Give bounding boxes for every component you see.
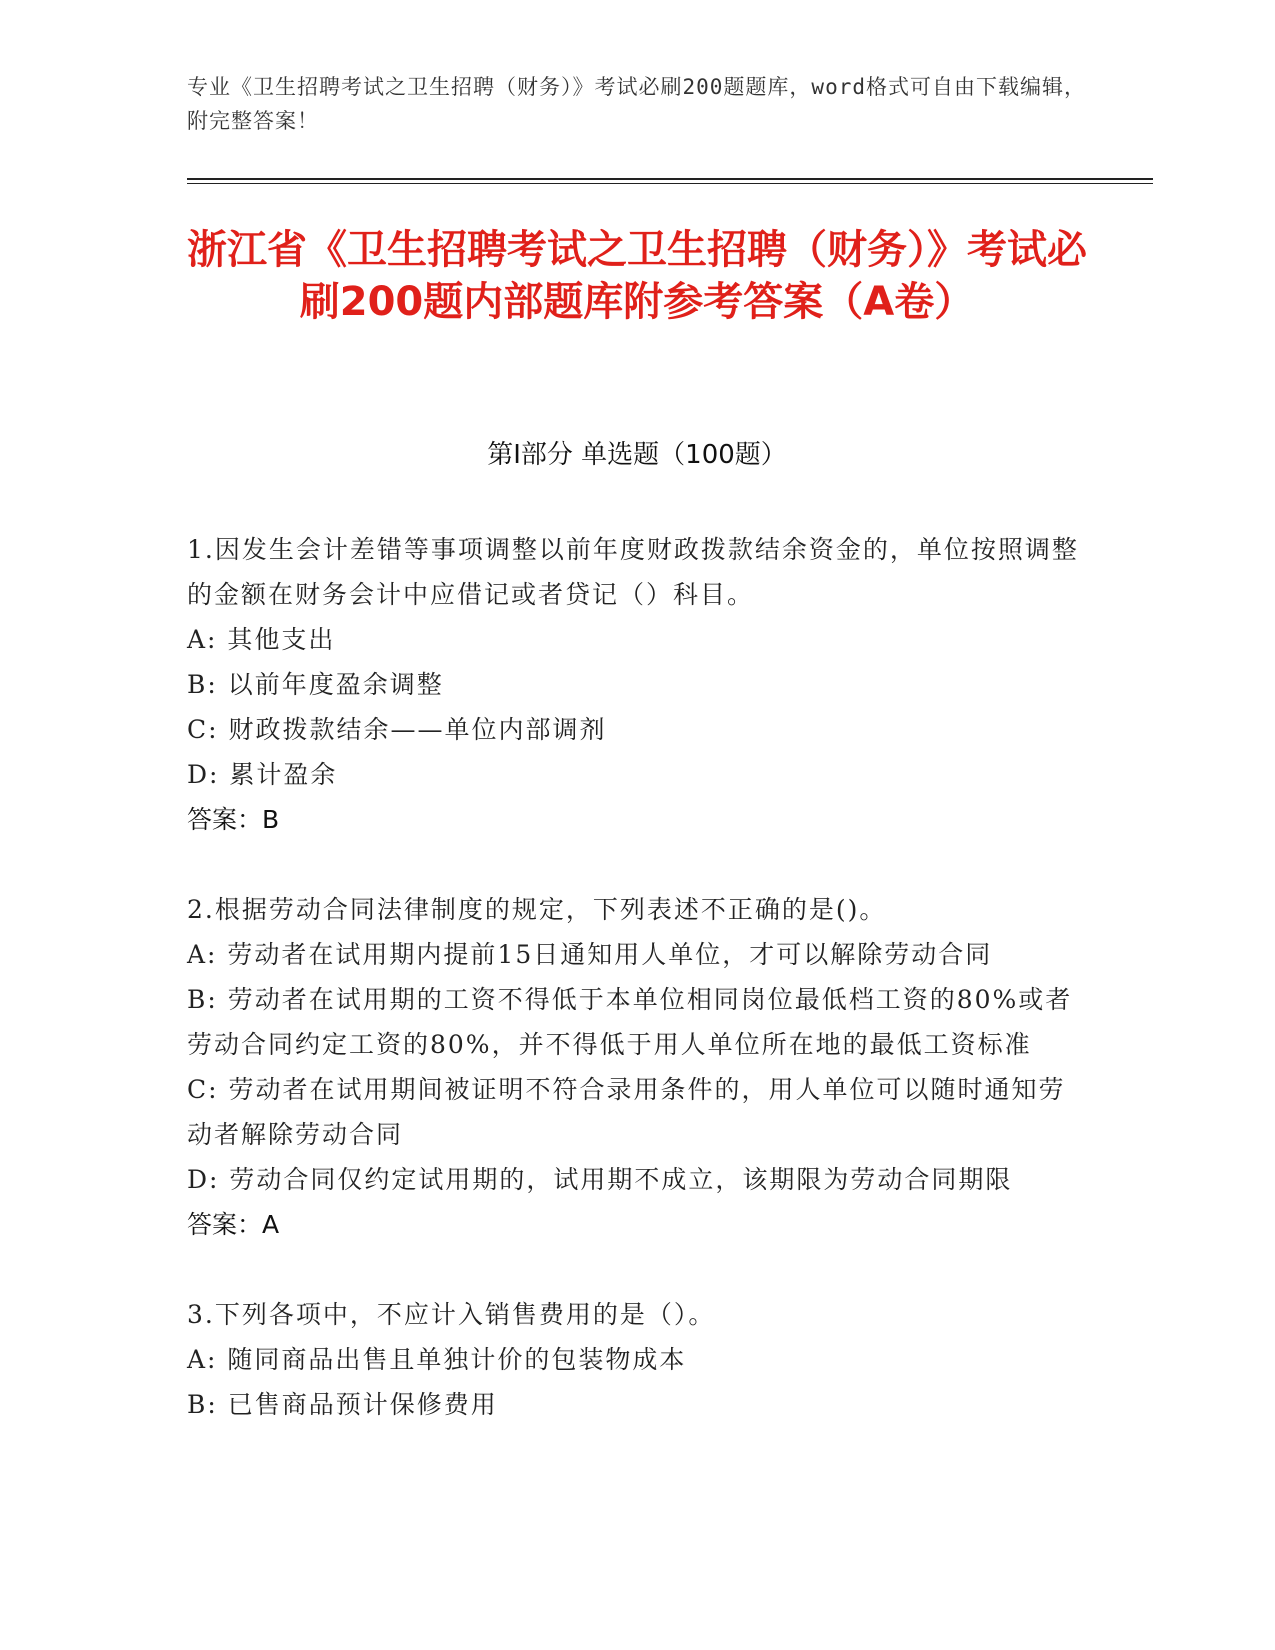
answer: 答案：A [187,1210,280,1239]
header-rule-thick [187,178,1153,180]
option-b: B: 劳动者在试用期的工资不得低于本单位相同岗位最低档工资的80%或者劳动合同约定工资的80%，并不得低于用人单位所在地的最低工资标准 [187,985,1073,1059]
option-b: B: 以前年度盈余调整 [187,670,444,699]
question-stem: 2.根据劳动合同法律制度的规定，下列表述不正确的是()。 [187,895,887,924]
question-2 [187,887,1087,1247]
header-note: 专业《卫生招聘考试之卫生招聘（财务）》考试必刷200题题库，word格式可自由下载编辑，附完整答案！ [187,75,1086,133]
question-list [187,527,1087,1472]
question-stem: 3.下列各项中，不应计入销售费用的是（）。 [187,1300,716,1329]
option-a: A: 劳动者在试用期内提前15日通知用人单位，才可以解除劳动合同 [187,940,993,969]
answer: 答案：B [187,805,280,834]
question-3 [187,1292,1087,1427]
option-b: B: 已售商品预计保修费用 [187,1390,498,1419]
option-c: C: 劳动者在试用期间被证明不符合录用条件的，用人单位可以随时通知劳动者解除劳动合同 [187,1075,1066,1149]
document-title: 浙江省《卫生招聘考试之卫生招聘（财务）》考试必刷200题内部题库附参考答案（A卷） [187,227,1087,325]
header-rule-thin [187,183,1153,184]
option-a: A: 其他支出 [187,625,336,654]
question-stem: 1.因发生会计差错等事项调整以前年度财政拨款结余资金的，单位按照调整的金额在财务会计中应借记或者贷记（）科目。 [187,535,1079,609]
option-c: C: 财政拨款结余——单位内部调剂 [187,715,607,744]
question-1 [187,527,1087,842]
section-heading: 第Ⅰ部分 单选题（100题） [487,440,787,470]
option-a: A: 随同商品出售且单独计价的包装物成本 [187,1345,687,1374]
option-d: D: 劳动合同仅约定试用期的，试用期不成立，该期限为劳动合同期限 [187,1165,1013,1194]
option-d: D: 累计盈余 [187,760,338,789]
